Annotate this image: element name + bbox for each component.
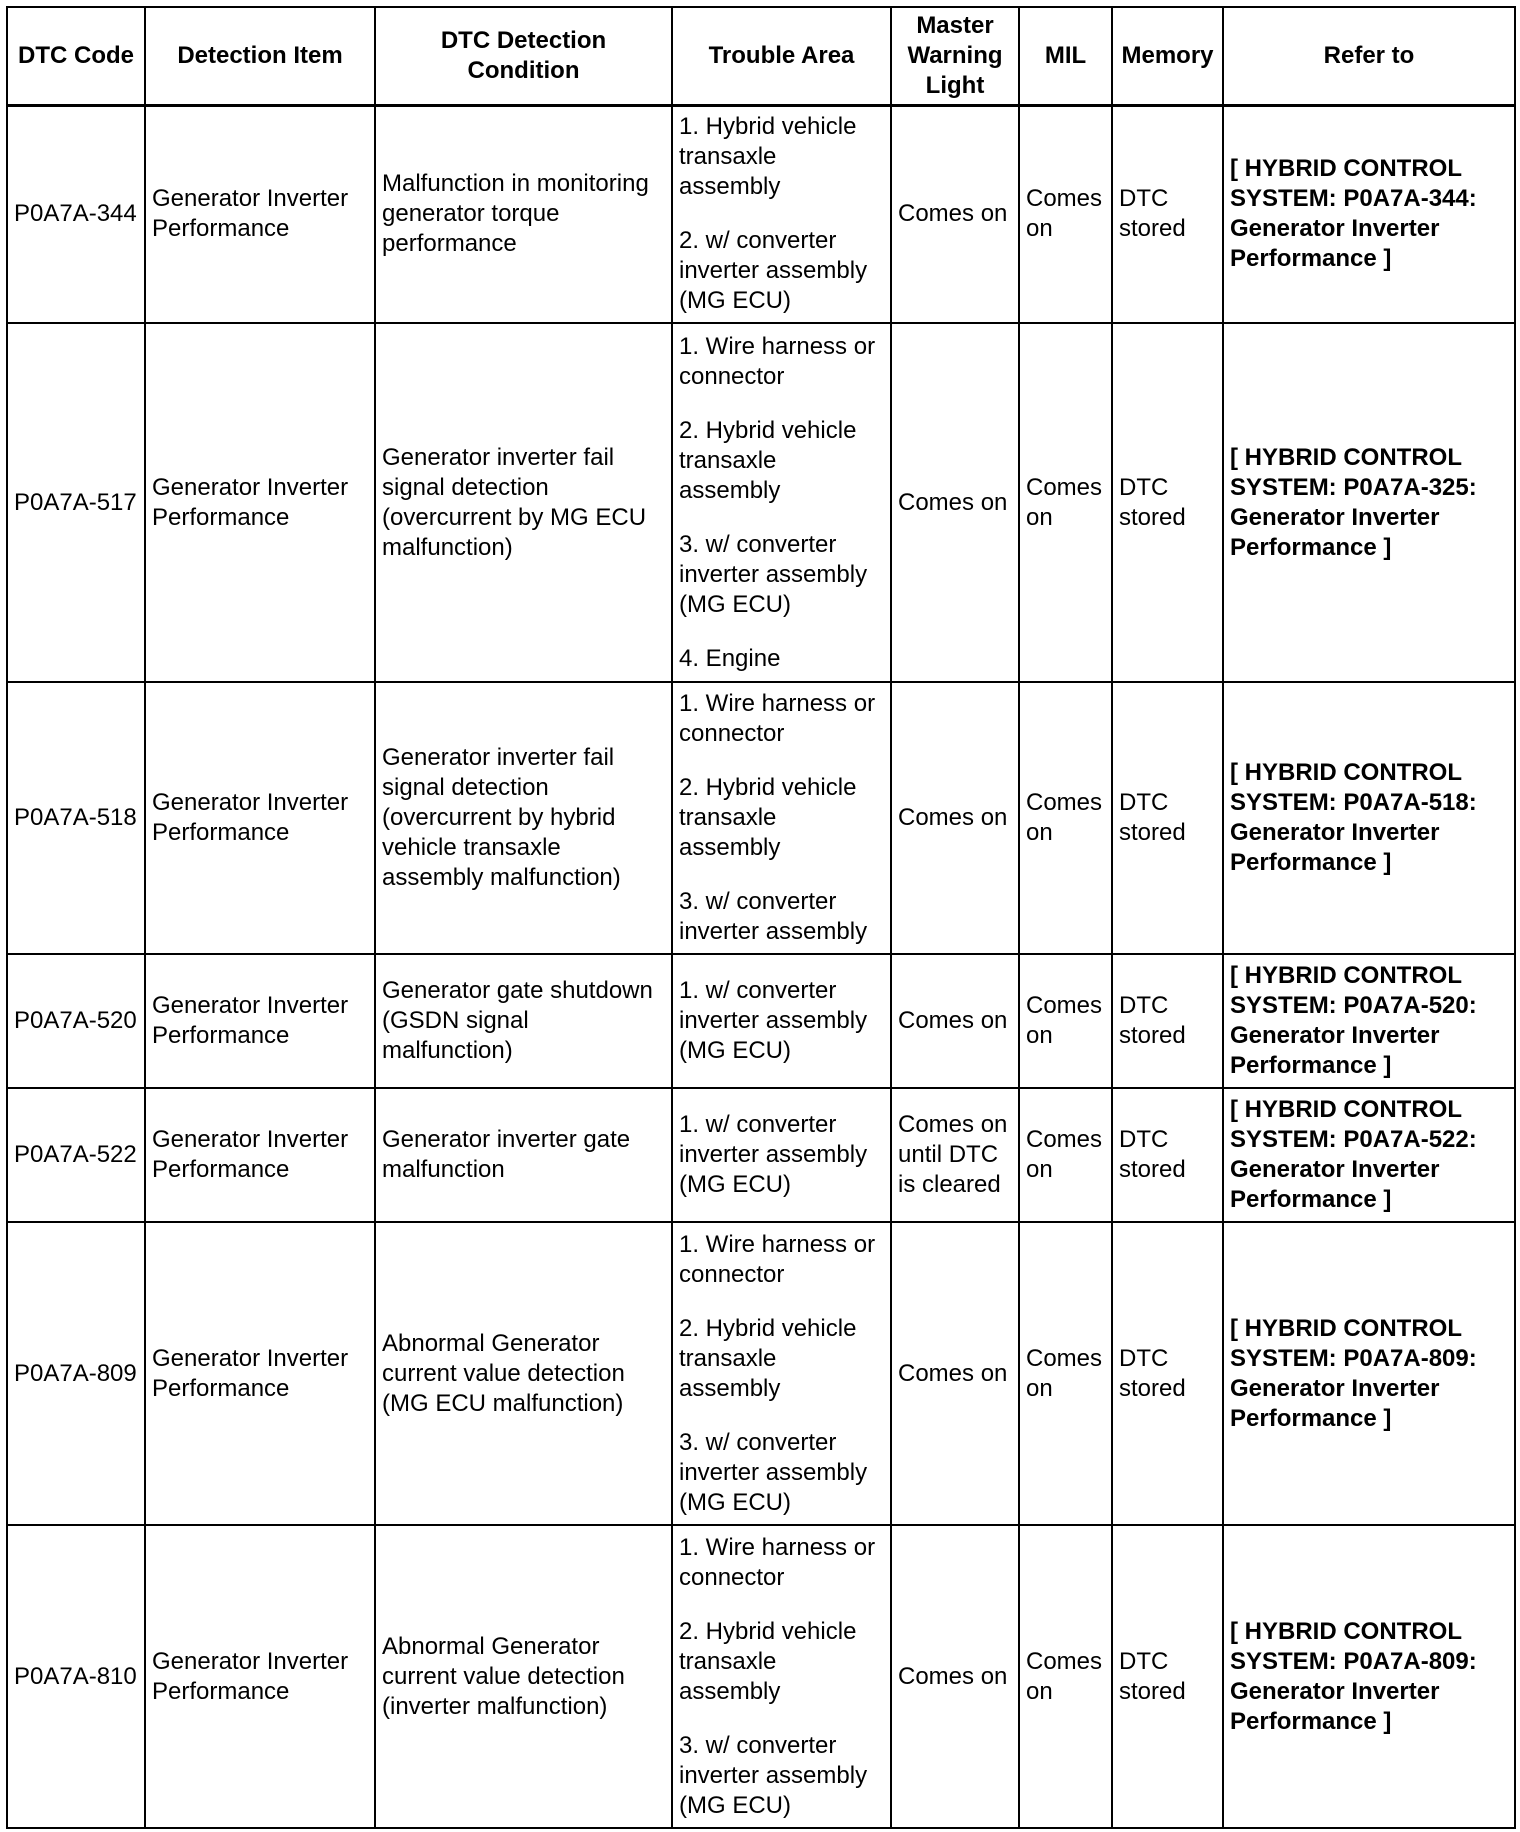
refer-to-link[interactable]: [ HYBRID CONTROL SYSTEM: P0A7A-344: Generator Inverter Performance ] xyxy=(1223,105,1515,323)
trouble-area-item: 3. w/ converter inverter assembly (MG ECU) xyxy=(679,530,868,618)
mil-cell: Comes on xyxy=(1019,1222,1112,1525)
memory-cell: DTC stored xyxy=(1112,323,1223,682)
trouble-area-item: 1. w/ converter inverter assembly (MG ECU) xyxy=(679,977,868,1064)
detection-item-cell: Generator Inverter Performance xyxy=(145,1222,375,1525)
table-row xyxy=(7,682,1515,954)
refer-to-link[interactable]: [ HYBRID CONTROL SYSTEM: P0A7A-809: Generator Inverter Performance ] xyxy=(1223,1222,1515,1525)
dtc-code-cell: P0A7A-344 xyxy=(7,105,145,323)
header-mil: MIL xyxy=(1019,7,1112,105)
mil-cell: Comes on xyxy=(1019,1525,1112,1828)
table-header xyxy=(7,7,1515,105)
trouble-area-item: 1. Wire harness or connector xyxy=(679,1230,876,1288)
dtc-table xyxy=(6,6,1516,1829)
table-row xyxy=(7,1525,1515,1828)
mil-cell: Comes on xyxy=(1019,682,1112,954)
table-row xyxy=(7,954,1515,1088)
refer-to-link[interactable]: [ HYBRID CONTROL SYSTEM: P0A7A-520: Generator Inverter Performance ] xyxy=(1223,954,1515,1088)
dtc-code-cell: P0A7A-517 xyxy=(7,323,145,682)
mil-cell: Comes on xyxy=(1019,1088,1112,1222)
table-row xyxy=(7,1088,1515,1222)
trouble-area-item: 2. Hybrid vehicle transaxle assembly xyxy=(679,416,857,504)
table-row xyxy=(7,323,1515,682)
warning-light-cell: Comes on xyxy=(891,323,1019,682)
detection-item-cell: Generator Inverter Performance xyxy=(145,1525,375,1828)
trouble-area-item: 1. w/ converter inverter assembly (MG ECU) xyxy=(679,1111,868,1198)
trouble-area-cell xyxy=(672,1222,891,1525)
trouble-area-item: 2. Hybrid vehicle transaxle assembly xyxy=(679,1314,857,1402)
refer-to-link[interactable]: [ HYBRID CONTROL SYSTEM: P0A7A-809: Generator Inverter Performance ] xyxy=(1223,1525,1515,1828)
dtc-code-cell: P0A7A-810 xyxy=(7,1525,145,1828)
memory-cell: DTC stored xyxy=(1112,1525,1223,1828)
mil-cell: Comes on xyxy=(1019,954,1112,1088)
header-master-warning-light: Master Warning Light xyxy=(891,7,1019,105)
warning-light-cell: Comes on xyxy=(891,105,1019,323)
header-detection-condition: DTC Detection Condition xyxy=(375,7,672,105)
trouble-area-cell xyxy=(672,1088,891,1222)
detection-item-cell: Generator Inverter Performance xyxy=(145,1088,375,1222)
memory-cell: DTC stored xyxy=(1112,682,1223,954)
detection-condition-cell: Generator inverter gate malfunction xyxy=(375,1088,672,1222)
dtc-code-cell: P0A7A-809 xyxy=(7,1222,145,1525)
refer-to-link[interactable]: [ HYBRID CONTROL SYSTEM: P0A7A-522: Generator Inverter Performance ] xyxy=(1223,1088,1515,1222)
trouble-area-cell xyxy=(672,323,891,682)
header-memory: Memory xyxy=(1112,7,1223,105)
table-row xyxy=(7,1222,1515,1525)
memory-cell: DTC stored xyxy=(1112,954,1223,1088)
table-row xyxy=(7,105,1515,323)
trouble-area-item: 3. w/ converter inverter assembly xyxy=(679,888,868,945)
trouble-area-cell xyxy=(672,682,891,954)
warning-light-cell: Comes on xyxy=(891,1222,1019,1525)
memory-cell: DTC stored xyxy=(1112,1222,1223,1525)
header-trouble-area: Trouble Area xyxy=(672,7,891,105)
header-dtc-code: DTC Code xyxy=(7,7,145,105)
trouble-area-cell xyxy=(672,1525,891,1828)
dtc-code-cell: P0A7A-520 xyxy=(7,954,145,1088)
trouble-area-item: 1. Wire harness or connector xyxy=(679,1533,876,1591)
memory-cell: DTC stored xyxy=(1112,1088,1223,1222)
warning-light-cell: Comes on xyxy=(891,954,1019,1088)
trouble-area-item: 1. Wire harness or connector xyxy=(679,332,876,390)
trouble-area-item: 3. w/ converter inverter assembly (MG ECU) xyxy=(679,1731,868,1819)
header-refer-to: Refer to xyxy=(1223,7,1515,105)
trouble-area-item: 2. Hybrid vehicle transaxle assembly xyxy=(679,1617,857,1705)
trouble-area-cell xyxy=(672,105,891,323)
trouble-area-item: 2. Hybrid vehicle transaxle assembly xyxy=(679,774,857,861)
mil-cell: Comes on xyxy=(1019,323,1112,682)
detection-condition-cell: Generator gate shutdown (GSDN signal malfunction) xyxy=(375,954,672,1088)
dtc-code-cell: P0A7A-518 xyxy=(7,682,145,954)
trouble-area-item: 1. Wire harness or connector xyxy=(679,690,876,747)
warning-light-cell: Comes on xyxy=(891,682,1019,954)
warning-light-cell: Comes on xyxy=(891,1525,1019,1828)
refer-to-link[interactable]: [ HYBRID CONTROL SYSTEM: P0A7A-518: Generator Inverter Performance ] xyxy=(1223,682,1515,954)
trouble-area-cell xyxy=(672,954,891,1088)
warning-light-cell: Comes on until DTC is cleared xyxy=(891,1088,1019,1222)
detection-item-cell: Generator Inverter Performance xyxy=(145,323,375,682)
trouble-area-item: 1. Hybrid vehicle transaxle assembly xyxy=(679,113,857,201)
trouble-area-item: 3. w/ converter inverter assembly (MG ECU) xyxy=(679,1428,868,1516)
detection-item-cell: Generator Inverter Performance xyxy=(145,105,375,323)
trouble-area-item: 2. w/ converter inverter assembly (MG ECU) xyxy=(679,227,868,315)
dtc-code-cell: P0A7A-522 xyxy=(7,1088,145,1222)
table-body xyxy=(7,105,1515,1828)
header-detection-item: Detection Item xyxy=(145,7,375,105)
detection-condition-cell: Generator inverter fail signal detection (overcurrent by MG ECU malfunction) xyxy=(375,323,672,682)
detection-item-cell: Generator Inverter Performance xyxy=(145,954,375,1088)
detection-condition-cell: Generator inverter fail signal detection (overcurrent by hybrid vehicle transaxle assembly malfunction) xyxy=(375,682,672,954)
memory-cell: DTC stored xyxy=(1112,105,1223,323)
detection-condition-cell: Malfunction in monitoring generator torque performance xyxy=(375,105,672,323)
mil-cell: Comes on xyxy=(1019,105,1112,323)
detection-condition-cell: Abnormal Generator current value detection (MG ECU malfunction) xyxy=(375,1222,672,1525)
detection-condition-cell: Abnormal Generator current value detection (inverter malfunction) xyxy=(375,1525,672,1828)
refer-to-link[interactable]: [ HYBRID CONTROL SYSTEM: P0A7A-325: Generator Inverter Performance ] xyxy=(1223,323,1515,682)
header-row xyxy=(7,7,1515,105)
detection-item-cell: Generator Inverter Performance xyxy=(145,682,375,954)
trouble-area-item: 4. Engine xyxy=(679,644,781,672)
